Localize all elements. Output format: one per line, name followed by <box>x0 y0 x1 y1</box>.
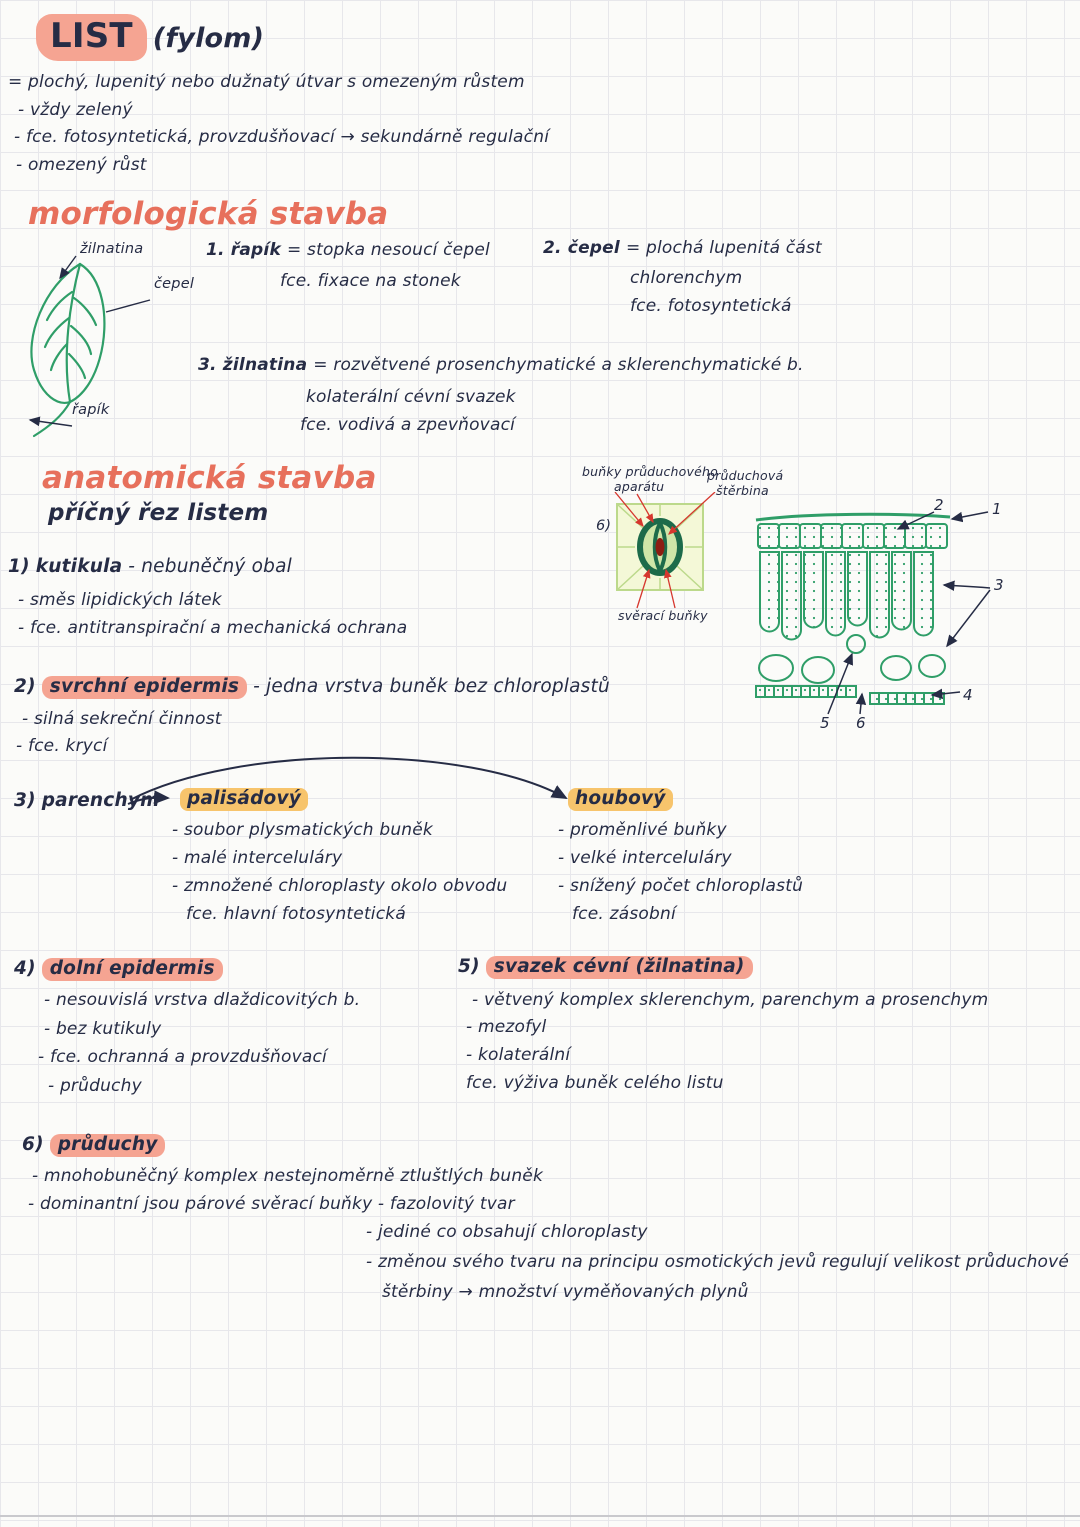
branch-palisadovy <box>180 788 308 809</box>
morph-item-cepel <box>543 238 822 258</box>
morph-item-line: fce. fixace na stonek <box>280 271 461 291</box>
morph-item-line: fce. vodivá a zpevňovací <box>300 415 516 435</box>
branch-line: fce. zásobní <box>572 904 676 924</box>
section-line: - větvený komplex sklerenchym, parenchym a prosenchym <box>472 990 989 1010</box>
page-title <box>36 14 264 61</box>
section-svrchni-epidermis <box>14 676 610 697</box>
section-number: 1) <box>8 556 30 577</box>
cross-section-diagram <box>748 498 1008 743</box>
branch-line: - malé interceluláry <box>172 848 343 868</box>
cross-number-5: 5 <box>820 714 830 732</box>
stoma-label-guard-cells: svěrací buňky <box>618 608 708 623</box>
palisade-cells <box>760 552 933 640</box>
leaf-petiole <box>34 402 70 436</box>
cross-number-4: 4 <box>963 686 973 704</box>
section-term: kutikula <box>35 556 123 577</box>
morph-item-line: kolaterální cévní svazek <box>306 387 516 407</box>
section-number: 5) <box>458 956 480 977</box>
stoma-number: 6) <box>596 518 612 534</box>
intro-line: - omezený růst <box>16 155 147 175</box>
section-subline: - změnou svého tvaru na principu osmotických jevů regulují velikost průduchové <box>366 1252 1070 1272</box>
branch-line: - proměnlivé buňky <box>558 820 727 840</box>
branch-line: - soubor plysmatických buněk <box>172 820 433 840</box>
section-term: dolní epidermis <box>42 958 223 981</box>
section-def: - jedna vrstva buněk bez chloroplastů <box>253 676 610 697</box>
spongy-cells <box>759 635 945 683</box>
intro-line: - vždy zelený <box>18 100 133 120</box>
section-parenchym <box>14 790 160 811</box>
cuticle-line <box>756 514 950 520</box>
section-term: svrchní epidermis <box>42 676 247 699</box>
morph-item-line: fce. fotosyntetická <box>630 296 792 316</box>
leaf-drawing <box>12 250 207 450</box>
section-line: - průduchy <box>48 1076 142 1096</box>
section-def: - nebuněčný obal <box>128 556 292 577</box>
section-line: - mnohobuněčný komplex nestejnoměrně ztluštlých buněk <box>32 1166 543 1186</box>
section-line: - silná sekreční činnost <box>22 709 222 729</box>
branch-line: - velké interceluláry <box>558 848 732 868</box>
stoma-label-slit: průduchová <box>707 468 784 483</box>
lower-epidermis-cells <box>756 686 944 704</box>
section-line: - směs lipidických látek <box>18 590 222 610</box>
title-rest: (fylom) <box>152 23 265 54</box>
morph-item-term: 2. čepel <box>543 238 620 258</box>
vascular-bundle-circle <box>847 635 865 653</box>
subheading-cross-section: příčný řez listem <box>48 500 269 526</box>
section-dolni-epidermis <box>14 958 223 979</box>
morph-item-def: = stopka nesoucí čepel <box>286 240 490 260</box>
stoma-slit <box>656 538 665 556</box>
branch-line: - zmnožené chloroplasty okolo obvodu <box>172 876 508 896</box>
morph-item-rapik <box>206 240 490 260</box>
section-number: 4) <box>14 958 36 979</box>
heading-anatomy: anatomická stavba <box>42 460 377 496</box>
section-number: 3) <box>14 790 36 811</box>
section-term: svazek cévní (žilnatina) <box>486 956 753 979</box>
section-term: průduchy <box>50 1134 166 1157</box>
section-number: 6) <box>22 1134 44 1155</box>
section-line: - kolaterální <box>466 1045 571 1065</box>
leaf-label-cepel: čepel <box>154 276 195 292</box>
stoma-label-guard-apparatus-2: aparátu <box>614 479 665 494</box>
section-pruduchy <box>22 1134 165 1155</box>
section-subline: štěrbiny → množství vyměňovaných plynů <box>382 1282 749 1302</box>
leaf-label-zilnatina: žilnatina <box>80 241 144 257</box>
branch-title: palisádový <box>180 788 308 811</box>
section-line: - fce. antitranspirační a mechanická ochrana <box>18 618 408 638</box>
leaf-label-rapik: řapík <box>72 402 110 418</box>
section-term: parenchym <box>41 790 160 811</box>
branch-line: - snížený počet chloroplastů <box>558 876 804 896</box>
branch-title: houbový <box>568 788 673 811</box>
stoma-label-slit-2: štěrbina <box>716 483 769 498</box>
upper-epidermis-cells <box>758 524 947 548</box>
section-kutikula <box>8 556 292 577</box>
morph-item-def: = rozvětvené prosenchymatické a sklerenchymatické b. <box>313 355 804 375</box>
morph-item-def: = plochá lupenitá část <box>625 238 822 258</box>
morph-item-line: chlorenchym <box>630 268 743 288</box>
section-line: - fce. krycí <box>16 736 108 756</box>
intro-line: = plochý, lupenitý nebo dužnatý útvar s omezeným růstem <box>8 72 525 92</box>
intro-line: - fce. fotosyntetická, provzdušňovací → sekundárně regulační <box>14 127 550 147</box>
title-highlight: LIST <box>36 14 147 61</box>
section-line: - dominantní jsou párové svěrací buňky - fazolovitý tvar <box>28 1194 515 1214</box>
branch-line: fce. hlavní fotosyntetická <box>186 904 406 924</box>
section-svazek-cevni <box>458 956 753 977</box>
section-line: - mezofyl <box>466 1017 547 1037</box>
cross-number-3: 3 <box>994 576 1004 594</box>
morph-item-zilnatina <box>198 355 804 375</box>
section-number: 2) <box>14 676 36 697</box>
section-line: - bez kutikuly <box>44 1019 162 1039</box>
cross-number-6: 6 <box>856 714 866 732</box>
section-line: - fce. ochranná a provzdušňovací <box>38 1047 327 1067</box>
morph-item-term: 1. řapík <box>206 240 281 260</box>
section-line: fce. výživa buněk celého listu <box>466 1073 724 1093</box>
heading-morphology: morfologická stavba <box>28 196 389 232</box>
section-subline: - jediné co obsahují chloroplasty <box>366 1222 648 1242</box>
cross-number-2: 2 <box>934 498 944 514</box>
section-line: - nesouvislá vrstva dlaždicovitých b. <box>44 990 361 1010</box>
cross-number-1: 1 <box>992 500 1002 518</box>
leaf-blade <box>31 264 104 436</box>
stoma-label-guard-apparatus: buňky průduchového <box>582 464 718 479</box>
branch-houbovy <box>568 788 673 809</box>
morph-item-term: 3. žilnatina <box>198 355 308 375</box>
